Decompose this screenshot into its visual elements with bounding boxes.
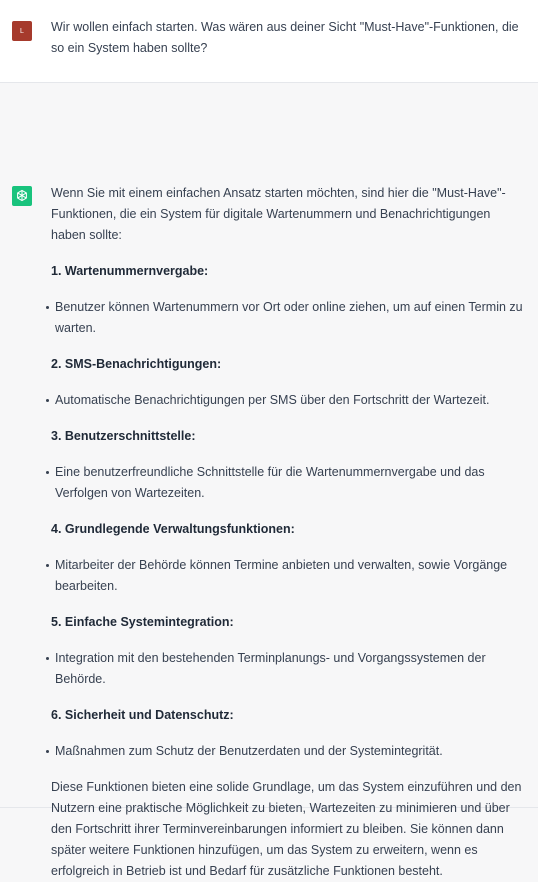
bullet-list — [51, 741, 528, 762]
section-heading: 1. Wartenummernvergabe: — [51, 264, 209, 278]
openai-logo-icon — [12, 186, 32, 206]
bullet-list — [51, 555, 528, 597]
assistant-message-body — [51, 183, 528, 882]
assistant-message-row — [0, 83, 538, 878]
section-heading: 2. SMS-Benachrichtigungen: — [51, 357, 222, 371]
assistant-outro: Diese Funktionen bieten eine solide Grundlage, um das System einzuführen und den Nutzern eine praktische Möglichkeit zu bieten, Wartezeiten zu minimieren und über den Fortschritt ihrer Terminvereinbarungen informiert zu bleiben. Sie können dann später weitere Funktionen hinzufügen, um das System zu erweitern, wenn es erfolgreich in Betrieb ist und Bedarf für zusätzliche Funktionen besteht. — [51, 780, 522, 878]
user-avatar — [12, 21, 32, 41]
bullet-list — [51, 462, 528, 504]
list-item: Maßnahmen zum Schutz der Benutzerdaten und der Systemintegrität. — [51, 741, 528, 762]
list-item: Benutzer können Wartenummern vor Ort oder online ziehen, um auf einen Termin zu warten. — [51, 297, 528, 339]
bullet-list — [51, 390, 528, 411]
user-message-text: Wir wollen einfach starten. Was wären aus deiner Sicht "Must-Have"-Funktionen, die so ein System haben sollte? — [51, 20, 519, 55]
section-heading: 3. Benutzerschnittstelle: — [51, 429, 196, 443]
bullet-list — [51, 297, 528, 339]
assistant-intro: Wenn Sie mit einem einfachen Ansatz starten möchten, sind hier die "Must-Have"-Funktionen, die ein System für digitale Wartenummern und Benachrichtigungen haben sollte: — [51, 186, 506, 242]
list-item: Integration mit den bestehenden Terminplanungs- und Vorgangssystemen der Behörde. — [51, 648, 528, 690]
user-avatar-letter: L — [20, 27, 24, 35]
section-heading: 4. Grundlegende Verwaltungsfunktionen: — [51, 522, 295, 536]
section-heading: 5. Einfache Systemintegration: — [51, 615, 234, 629]
user-message-row — [0, 0, 538, 83]
bullet-list — [51, 648, 528, 690]
list-item: Mitarbeiter der Behörde können Termine anbieten und verwalten, sowie Vorgänge bearbeiten. — [51, 555, 528, 597]
list-item: Eine benutzerfreundliche Schnittstelle für die Wartenummernvergabe und das Verfolgen von Wartezeiten. — [51, 462, 528, 504]
list-item: Automatische Benachrichtigungen per SMS über den Fortschritt der Wartezeit. — [51, 390, 528, 411]
section-heading: 6. Sicherheit und Datenschutz: — [51, 708, 234, 722]
